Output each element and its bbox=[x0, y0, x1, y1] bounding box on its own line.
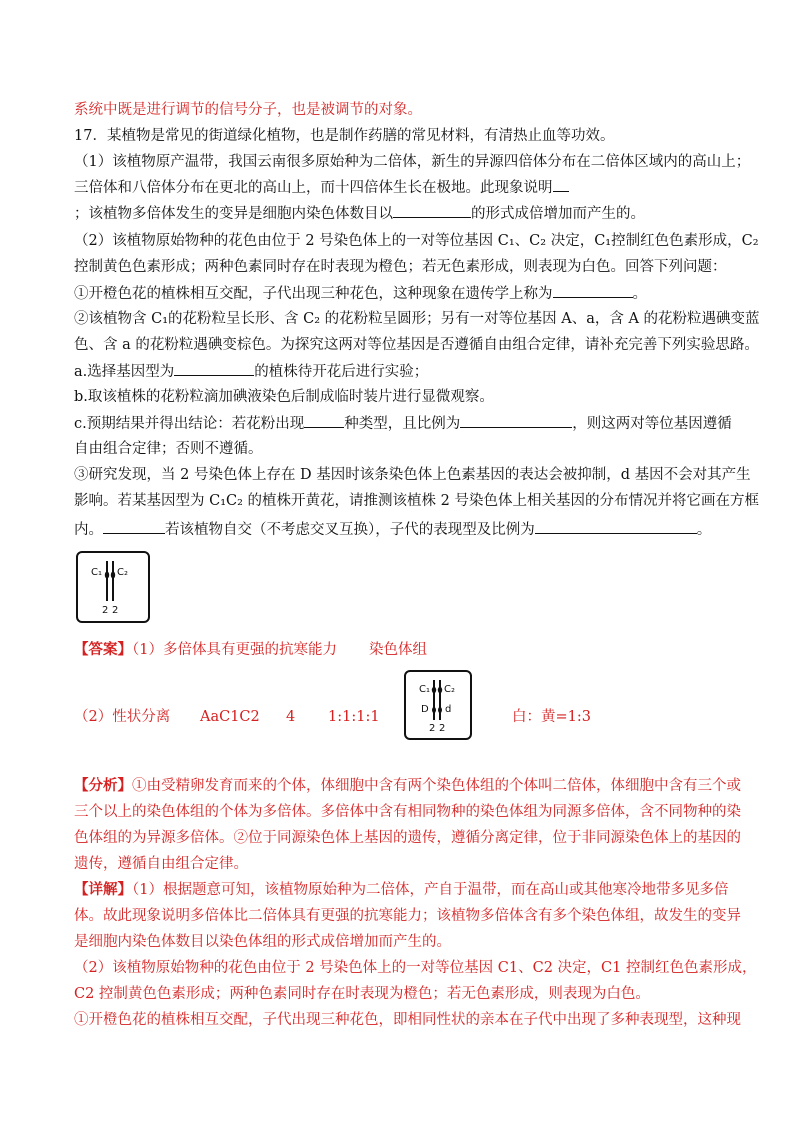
detail-line-2: 体。故此现象说明多倍体比二倍体具有更强的抗寒能力；该植物多倍体含有多个染色体组，故发生的变异 bbox=[74, 908, 741, 924]
question-part2-line2: 控制黄色色素形成；两种色素同时存在时表现为橙色；若无色素形成，则表现为白色。回答下列问题： bbox=[74, 259, 727, 275]
answer-blank-3[interactable] bbox=[553, 283, 633, 298]
question-part2-line7: b.取该植株的花粉粒滴加碘液染色后制成临时装片进行显微观察。 bbox=[74, 389, 494, 405]
answer-blank-2[interactable] bbox=[393, 203, 471, 218]
answer-blank-6[interactable] bbox=[460, 413, 572, 428]
gene-label-d-dominant: D bbox=[421, 704, 429, 715]
question-text: ，则这两对等位基因遵循 bbox=[572, 416, 732, 432]
answer-phenotype-ratio: 白：黄=1:3 bbox=[512, 709, 591, 725]
question-text: c.预期结果并得出结论：若花粉出现 bbox=[74, 416, 305, 432]
answer-tag: 【答案】 bbox=[74, 641, 132, 658]
question-part2-line1: （2）该植物原始物种的花色由位于 2 号染色体上的一对等位基因 C₁、C₂ 决定，C₁控制红色色素形成，C₂ bbox=[74, 233, 759, 249]
chromosome-diagram-answer bbox=[404, 670, 472, 740]
answer-text: （1）多倍体具有更强的抗寒能力 bbox=[132, 642, 337, 658]
question-part2-line5: 色、含 a 的花粉粒遇碘变棕色。为探究这两对等位基因是否遵循自由组合定律，请补充完善下列实验思路。 bbox=[74, 337, 759, 353]
analysis-line-2: 三个以上的染色体组的个体为多倍体。多倍体中含有相同物种的染色体组为同源多倍体，含不同物种的染 bbox=[74, 804, 741, 820]
question-text: 三倍体和八倍体分布在更北的高山上，而十四倍体生长在极地。此现象说明 bbox=[74, 180, 553, 196]
answer-blank-7[interactable] bbox=[103, 519, 165, 534]
question-part2-line4: ②该植物含 C₁的花粉粒呈长形、含 C₂ 的花粉粒呈圆形；另有一对等位基因 A、a，含 A 的花粉粒遇碘变蓝 bbox=[74, 311, 760, 327]
answer-chromosome-set: 染色体组 bbox=[369, 642, 427, 658]
question-part2-line10: ③研究发现，当 2 号染色体上存在 D 基因时该条染色体上色素基因的表达会被抑制，d 基因不会对其产生 bbox=[74, 467, 751, 483]
chromosome-number: 2 bbox=[102, 605, 109, 616]
detail-text: （1）根据题意可知，该植物原始种为二倍体，产自于温带，而在高山或其他寒冷地带多见多倍 bbox=[132, 882, 729, 898]
gene-label-c1: C₁ bbox=[91, 567, 102, 578]
answer-blank-1[interactable] bbox=[553, 177, 569, 192]
analysis-line-3: 色体组的为异源多倍体。②位于同源染色体上基因的遗传，遵循分离定律，位于非同源染色体上的基因的 bbox=[74, 830, 741, 846]
detail-line-1 bbox=[74, 880, 728, 900]
prev-answer-tail: 系统中既是进行调节的信号分子，也是被调节的对象。 bbox=[74, 102, 422, 118]
question-part2-line6 bbox=[74, 361, 428, 382]
chromosome-pair-icon bbox=[406, 672, 470, 738]
question-text: 的植株待开花后进行实验； bbox=[254, 364, 429, 380]
question-text: a.选择基因型为 bbox=[74, 364, 175, 380]
detail-line-3: 是细胞内染色体数目以染色体组的形式成倍增加而产生的。 bbox=[74, 934, 451, 950]
answer-genotype: AaC1C2 bbox=[200, 709, 260, 725]
question-part1-line1: （1）该植物原产温带，我国云南很多原始种为二倍体，新生的异源四倍体分布在二倍体区域内的高山上； bbox=[74, 154, 751, 170]
question-part2-line3 bbox=[74, 283, 647, 304]
analysis-line-4: 遗传，遵循自由组合定律。 bbox=[74, 856, 248, 872]
question-part2-line9: 自由组合定律；否则不遵循。 bbox=[74, 441, 263, 457]
gene-label-c2: C₂ bbox=[444, 684, 455, 695]
question-part2-line8 bbox=[74, 413, 732, 434]
analysis-line-1 bbox=[74, 776, 741, 796]
answer-blank-8[interactable] bbox=[535, 519, 697, 534]
question-text: ①开橙色花的植株相互交配，子代出现三种花色，这种现象在遗传学上称为 bbox=[74, 286, 553, 302]
question-part2-line12 bbox=[74, 519, 711, 540]
detail-line-4: （2）该植物原始物种的花色由位于 2 号染色体上的一对等位基因 C1、C2 决定，C1 控制红色色素形成， bbox=[74, 960, 757, 976]
detail-tag: 【详解】 bbox=[74, 881, 132, 898]
question-text: 的形式成倍增加而产生的。 bbox=[471, 206, 645, 222]
gene-label-d-recessive: d bbox=[445, 704, 452, 715]
question-part1-line3 bbox=[74, 203, 645, 224]
question-text: 。 bbox=[632, 286, 647, 302]
gene-label-c2: C₂ bbox=[117, 567, 128, 578]
answer-line-1 bbox=[74, 640, 337, 660]
question-17-title: 17．某植物是常见的街道绿化植物，也是制作药膳的常见材料，有清热止血等功效。 bbox=[74, 128, 615, 144]
question-text: 种类型，且比例为 bbox=[344, 416, 461, 432]
analysis-tag: 【分析】 bbox=[74, 777, 132, 794]
answer-blank-5[interactable] bbox=[304, 413, 344, 428]
answer-blank-4[interactable] bbox=[174, 361, 254, 376]
question-part2-line11: 影响。若某基因型为 C₁C₂ 的植株开黄花，请推测该植株 2 号染色体上相关基因的分布情况并将它画在方框 bbox=[74, 493, 759, 509]
question-text: 若该植物自交（不考虑交叉互换），子代的表现型及比例为 bbox=[165, 522, 535, 538]
question-text: ；该植物多倍体发生的变异是细胞内染色体数目以 bbox=[74, 206, 393, 222]
question-text: 内。 bbox=[74, 522, 103, 538]
chromosome-number: 2 bbox=[429, 723, 436, 734]
analysis-text: ①由受精卵发育而来的个体，体细胞中含有两个染色体组的个体叫二倍体，体细胞中含有三个或 bbox=[132, 778, 741, 794]
answer-part2-label: （2）性状分离 bbox=[74, 709, 171, 725]
chromosome-number: 2 bbox=[439, 723, 446, 734]
chromosome-number: 2 bbox=[112, 605, 119, 616]
gene-label-c1: C₁ bbox=[419, 684, 430, 695]
detail-line-5: C2 控制黄色色素形成；两种色素同时存在时表现为橙色；若无色素形成，则表现为白色。 bbox=[74, 986, 650, 1002]
answer-type-count: 4 bbox=[286, 709, 296, 725]
question-part1-line2 bbox=[74, 177, 569, 198]
chromosome-diagram-question bbox=[76, 551, 150, 623]
answer-ratio: 1:1:1:1 bbox=[328, 709, 380, 725]
question-text: 。 bbox=[696, 522, 712, 538]
detail-line-6: ①开橙色花的植株相互交配，子代出现三种花色，即相同性状的亲本在子代中出现了多种表现型，这种现 bbox=[74, 1012, 741, 1028]
